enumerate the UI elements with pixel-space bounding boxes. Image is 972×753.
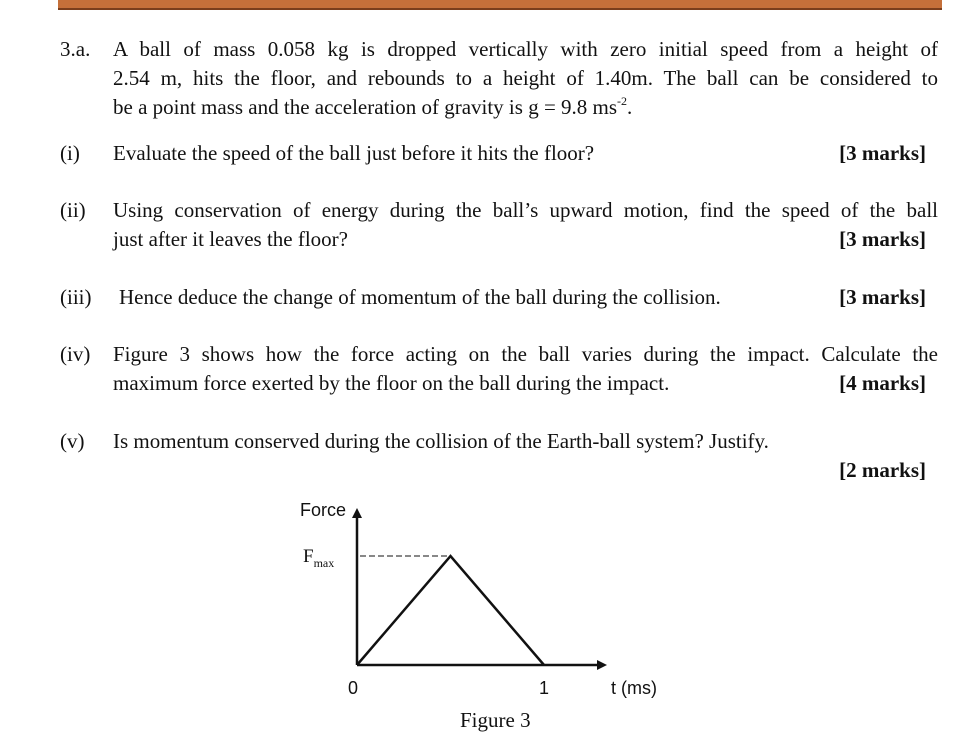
part-v-text: Is momentum conserved during the collision of the Earth-ball system? Justify. <box>113 429 769 453</box>
intro-end: . <box>627 95 633 119</box>
x-tick-1: 1 <box>539 678 550 698</box>
question-intro-line-2: 2.54 m, hits the floor, and rebounds to a height of 1.40m. The ball can be considered to <box>113 66 938 90</box>
part-iv-label: (iv) <box>60 342 91 366</box>
part-iii-marks: [3 marks] <box>839 285 926 309</box>
x-axis-label: t (ms) <box>611 678 657 698</box>
part-iii-text: Hence deduce the change of momentum of the ball during the collision. <box>119 285 721 309</box>
question-number: 3.a. <box>60 37 91 61</box>
intro-line-3-text: be a point mass and the acceleration of gravity is g = 9.8 ms <box>113 95 618 119</box>
part-iii-label: (iii) <box>60 285 92 309</box>
part-i-label: (i) <box>60 141 80 165</box>
fmax-label-subscript: max <box>313 556 335 570</box>
force-curve-series <box>357 556 544 665</box>
header-rule-line <box>58 8 942 10</box>
y-axis-label: Force <box>300 500 347 520</box>
header-rule <box>58 0 942 8</box>
part-ii-text-1: Using conservation of energy during the ball’s upward motion, find the speed of the ball <box>113 198 938 222</box>
part-iv-text-1: Figure 3 shows how the force acting on the ball varies during the impact. Calculate the <box>113 342 938 366</box>
part-v-marks: [2 marks] <box>839 458 926 482</box>
part-iv-text-2: maximum force exerted by the floor on the ball during the impact. <box>113 371 670 395</box>
question-intro-line-3 <box>113 93 938 122</box>
fmax-label-main: F <box>303 546 314 567</box>
part-iv-marks: [4 marks] <box>839 371 926 395</box>
intro-exponent: -2 <box>617 94 628 108</box>
part-i-marks: [3 marks] <box>839 141 926 165</box>
question-intro-line-1: A ball of mass 0.058 kg is dropped vertically with zero initial speed from a height of <box>113 37 938 61</box>
x-tick-0: 0 <box>348 678 359 698</box>
fmax-label <box>303 546 334 570</box>
figure-caption: Figure 3 <box>460 708 531 732</box>
part-ii-text-2: just after it leaves the floor? <box>113 227 348 251</box>
part-ii-label: (ii) <box>60 198 86 222</box>
part-i-text: Evaluate the speed of the ball just before it hits the floor? <box>113 141 595 165</box>
part-v-label: (v) <box>60 429 85 453</box>
part-ii-marks: [3 marks] <box>839 227 926 251</box>
